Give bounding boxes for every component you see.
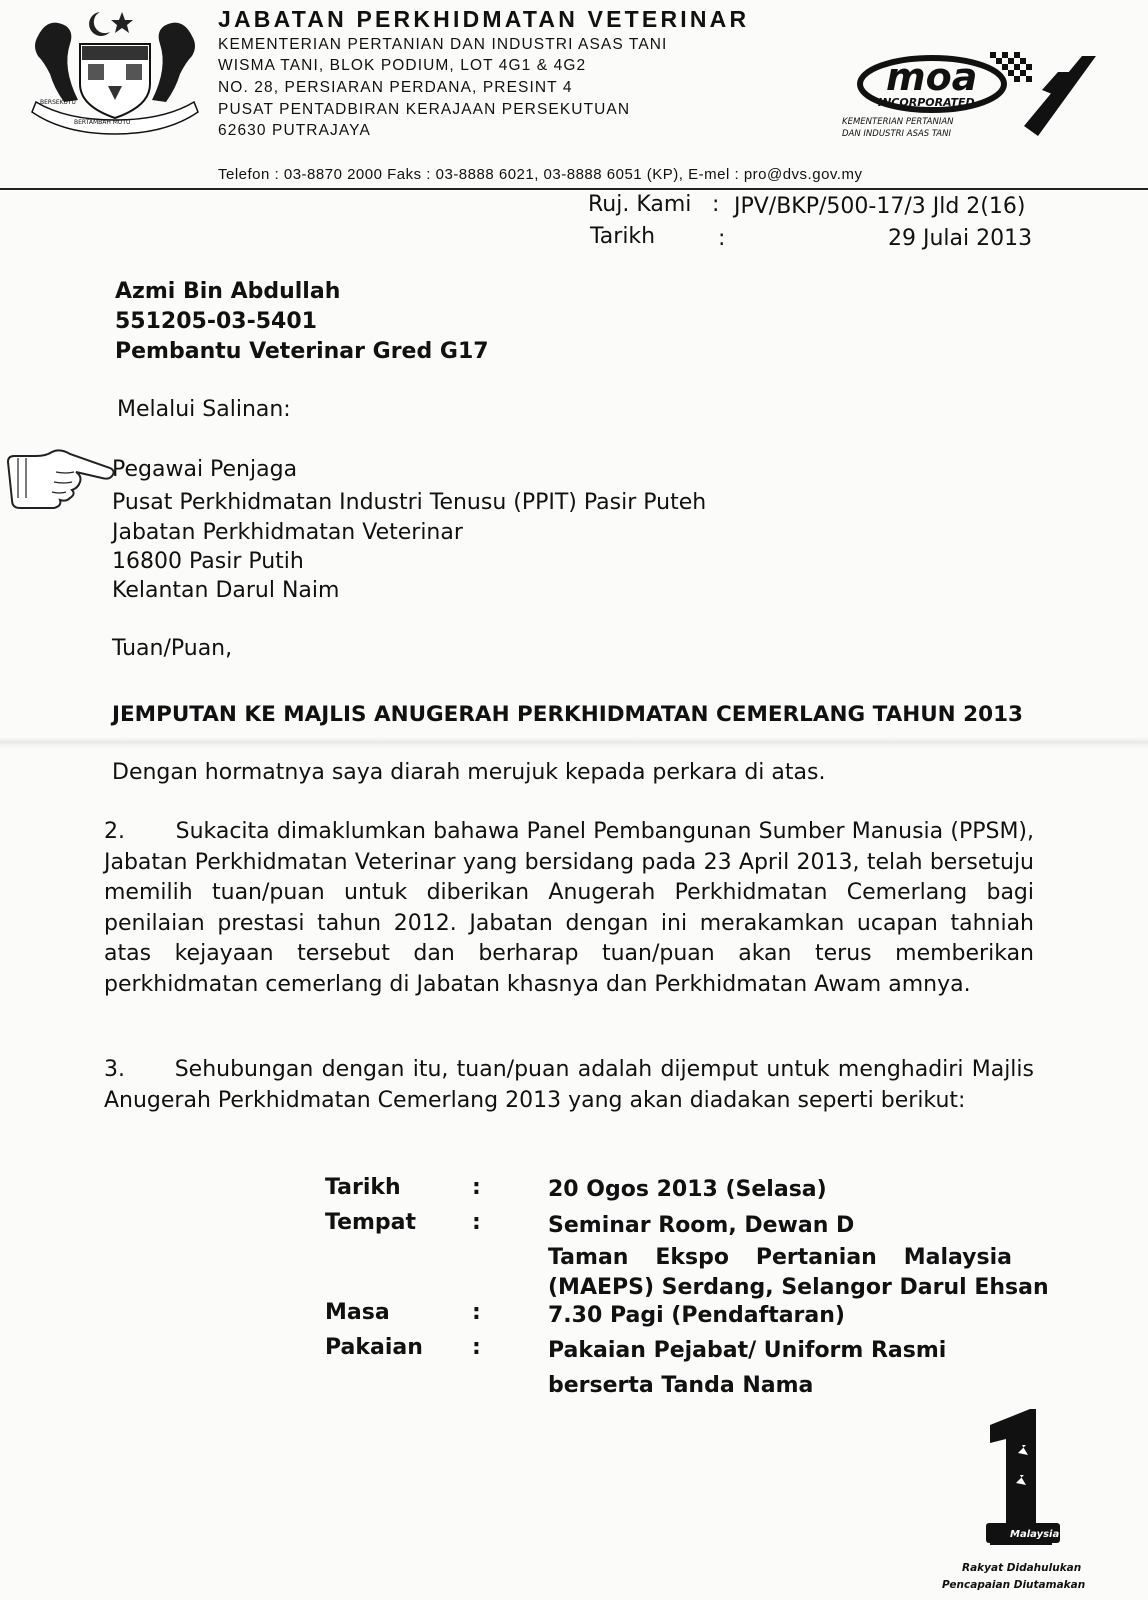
addressee-name: Azmi Bin Abdullah bbox=[115, 279, 341, 304]
date-label: Tarikh bbox=[590, 224, 656, 249]
one-malaysia-logo-icon bbox=[942, 1405, 1120, 1595]
reference-label: Ruj. Kami bbox=[588, 192, 692, 217]
addressee-grade: Pembantu Veterinar Gred G17 bbox=[115, 339, 489, 364]
date-colon: : bbox=[718, 226, 726, 251]
via-label: Melalui Salinan: bbox=[117, 397, 291, 422]
one-malaysia-tagline-1: Rakyat Didahulukan bbox=[962, 1562, 1082, 1574]
paragraph-3: 3. Sehubungan dengan itu, tuan/puan adalah dijemput untuk menghadiri Majlis Anugerah Perkhidmatan Cemerlang 2013 yang akan diadakan seperti berikut: bbox=[104, 1057, 1034, 1113]
address-line-4: 62630 PUTRAJAYA bbox=[218, 122, 371, 139]
detail-pakaian-value-2: berserta Tanda Nama bbox=[548, 1373, 814, 1398]
crest-motto-left: BERSEKUTU bbox=[40, 99, 76, 106]
copy-to-line-4: 16800 Pasir Putih bbox=[112, 549, 304, 574]
one-malaysia-badge: Malaysia bbox=[1010, 1529, 1060, 1540]
address-line-2: NO. 28, PERSIARAN PERDANA, PRESINT 4 bbox=[218, 79, 573, 96]
detail-tempat-value-1: Seminar Room, Dewan D bbox=[548, 1213, 855, 1238]
date-value: 29 Julai 2013 bbox=[888, 226, 1033, 251]
one-malaysia-tagline-2: Pencapaian Diutamakan bbox=[942, 1579, 1086, 1591]
detail-tarikh-colon: : bbox=[472, 1175, 481, 1200]
moa-caption-1: KEMENTERIAN PERTANIAN bbox=[842, 117, 954, 127]
subject-heading: JEMPUTAN KE MAJLIS ANUGERAH PERKHIDMATAN CEMERLANG TAHUN 2013 bbox=[112, 702, 1023, 727]
detail-tempat-label: Tempat bbox=[325, 1210, 417, 1235]
detail-masa-value: 7.30 Pagi (Pendaftaran) bbox=[548, 1303, 845, 1328]
detail-tarikh-label: Tarikh bbox=[325, 1175, 401, 1200]
letterhead-divider bbox=[0, 188, 1148, 190]
moa-logo-icon bbox=[842, 46, 1122, 146]
detail-tarikh-value: 20 Ogos 2013 (Selasa) bbox=[548, 1177, 827, 1202]
detail-pakaian-label: Pakaian bbox=[325, 1335, 423, 1360]
copy-to-line-5: Kelantan Darul Naim bbox=[112, 578, 340, 603]
salutation: Tuan/Puan, bbox=[112, 636, 233, 661]
detail-tempat-value-3: (MAEPS) Serdang, Selangor Darul Ehsan bbox=[548, 1275, 1049, 1300]
address-line-3: PUSAT PENTADBIRAN KERAJAAN PERSEKUTUAN bbox=[218, 101, 631, 118]
reference-value: JPV/BKP/500-17/3 Jld 2(16) bbox=[734, 194, 1026, 219]
copy-to-line-2: Pusat Perkhidmatan Industri Tenusu (PPIT) Pasir Puteh bbox=[112, 490, 707, 515]
contact-line: Telefon : 03-8870 2000 Faks : 03-8888 6021, 03-8888 6051 (KP), E-mel : pro@dvs.gov.my bbox=[218, 166, 863, 183]
paper-fold bbox=[0, 737, 1148, 749]
moa-logo-text: moa bbox=[886, 55, 978, 99]
detail-masa-colon: : bbox=[472, 1300, 481, 1325]
detail-tempat-colon: : bbox=[472, 1210, 481, 1235]
detail-masa-label: Masa bbox=[325, 1300, 390, 1325]
moa-caption-2: DAN INDUSTRI ASAS TANI bbox=[842, 129, 951, 139]
detail-tempat-value-2: Taman Ekspo Pertanian Malaysia bbox=[548, 1245, 1012, 1270]
ministry-name: KEMENTERIAN PERTANIAN DAN INDUSTRI ASAS TANI bbox=[218, 36, 668, 53]
moa-logo-sub: INCORPORATED bbox=[878, 96, 975, 109]
detail-pakaian-value-1: Pakaian Pejabat/ Uniform Rasmi bbox=[548, 1338, 947, 1363]
reference-colon: : bbox=[712, 192, 720, 217]
detail-pakaian-colon: : bbox=[472, 1335, 481, 1360]
paragraph-2: 2. Sukacita dimaklumkan bahawa Panel Pembangunan Sumber Manusia (PPSM), Jabatan Perkhidmatan Veterinar yang bersidang pada 23 April 2013, telah bersetuju memilih tuan/puan untuk diberikan Anugerah Perkhidmatan Cemerlang bagi penilaian prestasi tahun 2012. Jabatan dengan ini merakamkan ucapan tahniah atas kejayaan tersebut dan berharap tuan/puan akan terus memberikan perkhidmatan cemerlang di Jabatan khasnya dan Perkhidmatan Awam amnya. bbox=[104, 819, 1034, 997]
coat-of-arms-icon bbox=[30, 6, 200, 136]
pointing-hand-icon bbox=[4, 448, 122, 508]
copy-to-line-1: Pegawai Penjaga bbox=[112, 457, 298, 482]
paragraph-1: Dengan hormatnya saya diarah merujuk kepada perkara di atas. bbox=[112, 760, 826, 785]
addressee-ic: 551205-03-5401 bbox=[115, 309, 317, 334]
department-title: JABATAN PERKHIDMATAN VETERINAR bbox=[218, 6, 750, 32]
address-line-1: WISMA TANI, BLOK PODIUM, LOT 4G1 & 4G2 bbox=[218, 57, 587, 74]
crest-motto-right: BERTAMBAH MUTU bbox=[74, 119, 131, 126]
copy-to-line-3: Jabatan Perkhidmatan Veterinar bbox=[112, 520, 463, 545]
